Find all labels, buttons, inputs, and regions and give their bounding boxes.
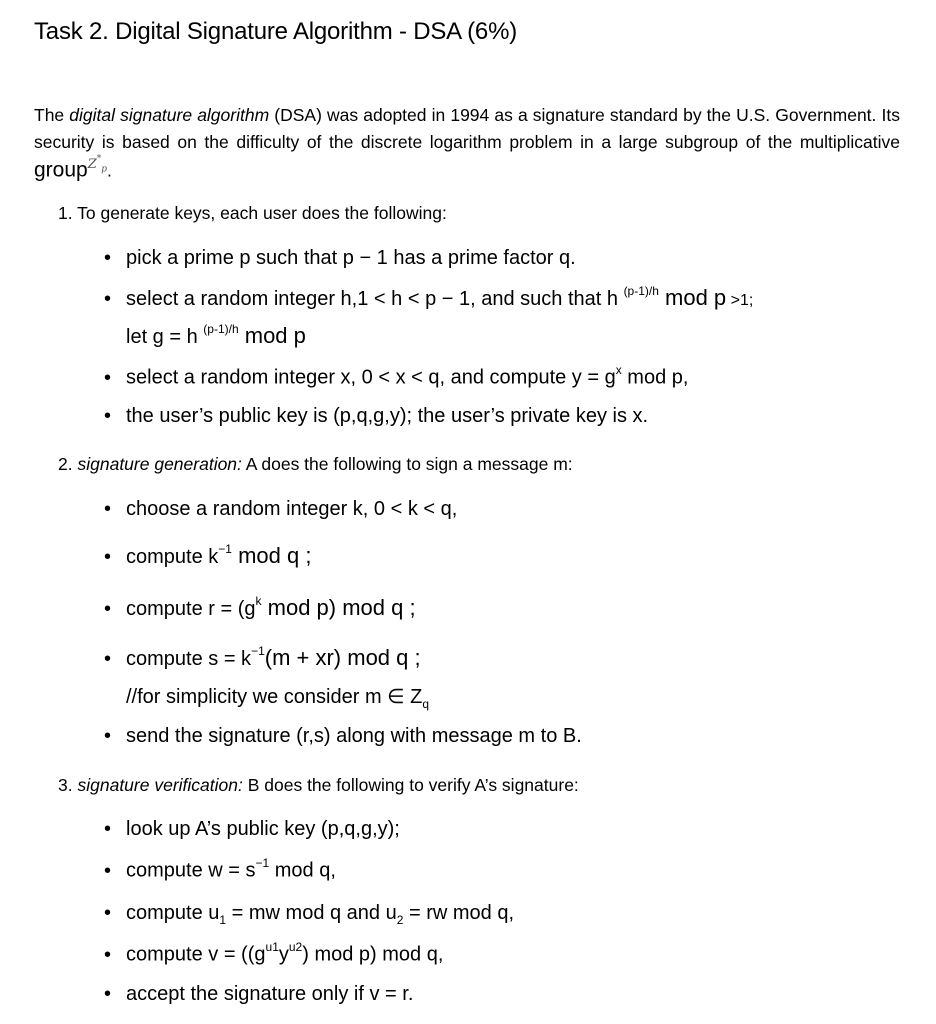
sigver-bullet-5: • accept the signature only if v = r. [104, 983, 414, 1005]
keygen-bullet-4: • the user’s public key is (p,q,g,y); the user’s private key is x. [104, 405, 649, 427]
sigver-bullet-1: • look up A’s public key (p,q,g,y); [104, 818, 400, 840]
group-symbol: Z*p [87, 154, 108, 175]
siggen-bullet-4: • compute $s = k^{-1}(m + xr)$ mod q ; [104, 644, 421, 670]
intro-text-1: The [34, 105, 70, 125]
step-2: 2. signature generation: A does the following to sign a message m: [58, 454, 573, 474]
keygen-bullet-2-cont: let g = h $^{(p-1)/h}$ mod p [126, 322, 306, 348]
step-1: 1. To generate keys, each user does the following: [58, 203, 447, 223]
siggen-bullet-3: • compute $r = (g^k$ mod p) mod q ; [104, 594, 416, 620]
step-3: 3. signature verification: B does the following to verify A’s signature: [58, 775, 579, 795]
keygen-bullet-3: • select a random integer x, 0 < x < q, and compute $y = g^x$ mod p, [104, 363, 689, 389]
sigver-bullet-3: • compute $u_1$ = mw mod q and $u_2$ = rw mod q, [104, 902, 515, 927]
siggen-bullet-1: • choose a random integer k, 0 < k < q, [104, 498, 458, 520]
group-word: group [34, 158, 88, 182]
keygen-bullet-2: • select a random integer h,1 < h < p − 1, and such that h $^{(p-1)/h}$ mod p >1; [104, 284, 754, 310]
keygen-bullet-1: • pick a prime p such that p − 1 has a prime factor q. [104, 247, 576, 269]
intro-paragraph [34, 102, 900, 192]
sigver-bullet-4: • compute $v = ((g^{u1}y^{u2})$ mod p) mod q, [104, 940, 444, 966]
intro-end: . [107, 160, 112, 181]
siggen-note: //for simplicity we consider m ∈ $Z_q$ [126, 686, 430, 711]
intro-emphasis: digital signature algorithm [69, 105, 270, 125]
siggen-bullet-2: • compute $k^{-1}$ mod q ; [104, 542, 312, 568]
sigver-bullet-2: • compute $w = s^{-1}$ mod q, [104, 856, 336, 882]
task-title: Task 2. Digital Signature Algorithm - DSA (6%) [34, 18, 517, 45]
siggen-bullet-5: • send the signature (r,s) along with message m to B. [104, 725, 582, 747]
intro-text-2: (DSA) was adopted in 1994 as a signature standard by the U.S. Government. Its security is based on the difficulty of the discrete logarithm problem in a large subgroup of the multiplicative [34, 105, 900, 152]
